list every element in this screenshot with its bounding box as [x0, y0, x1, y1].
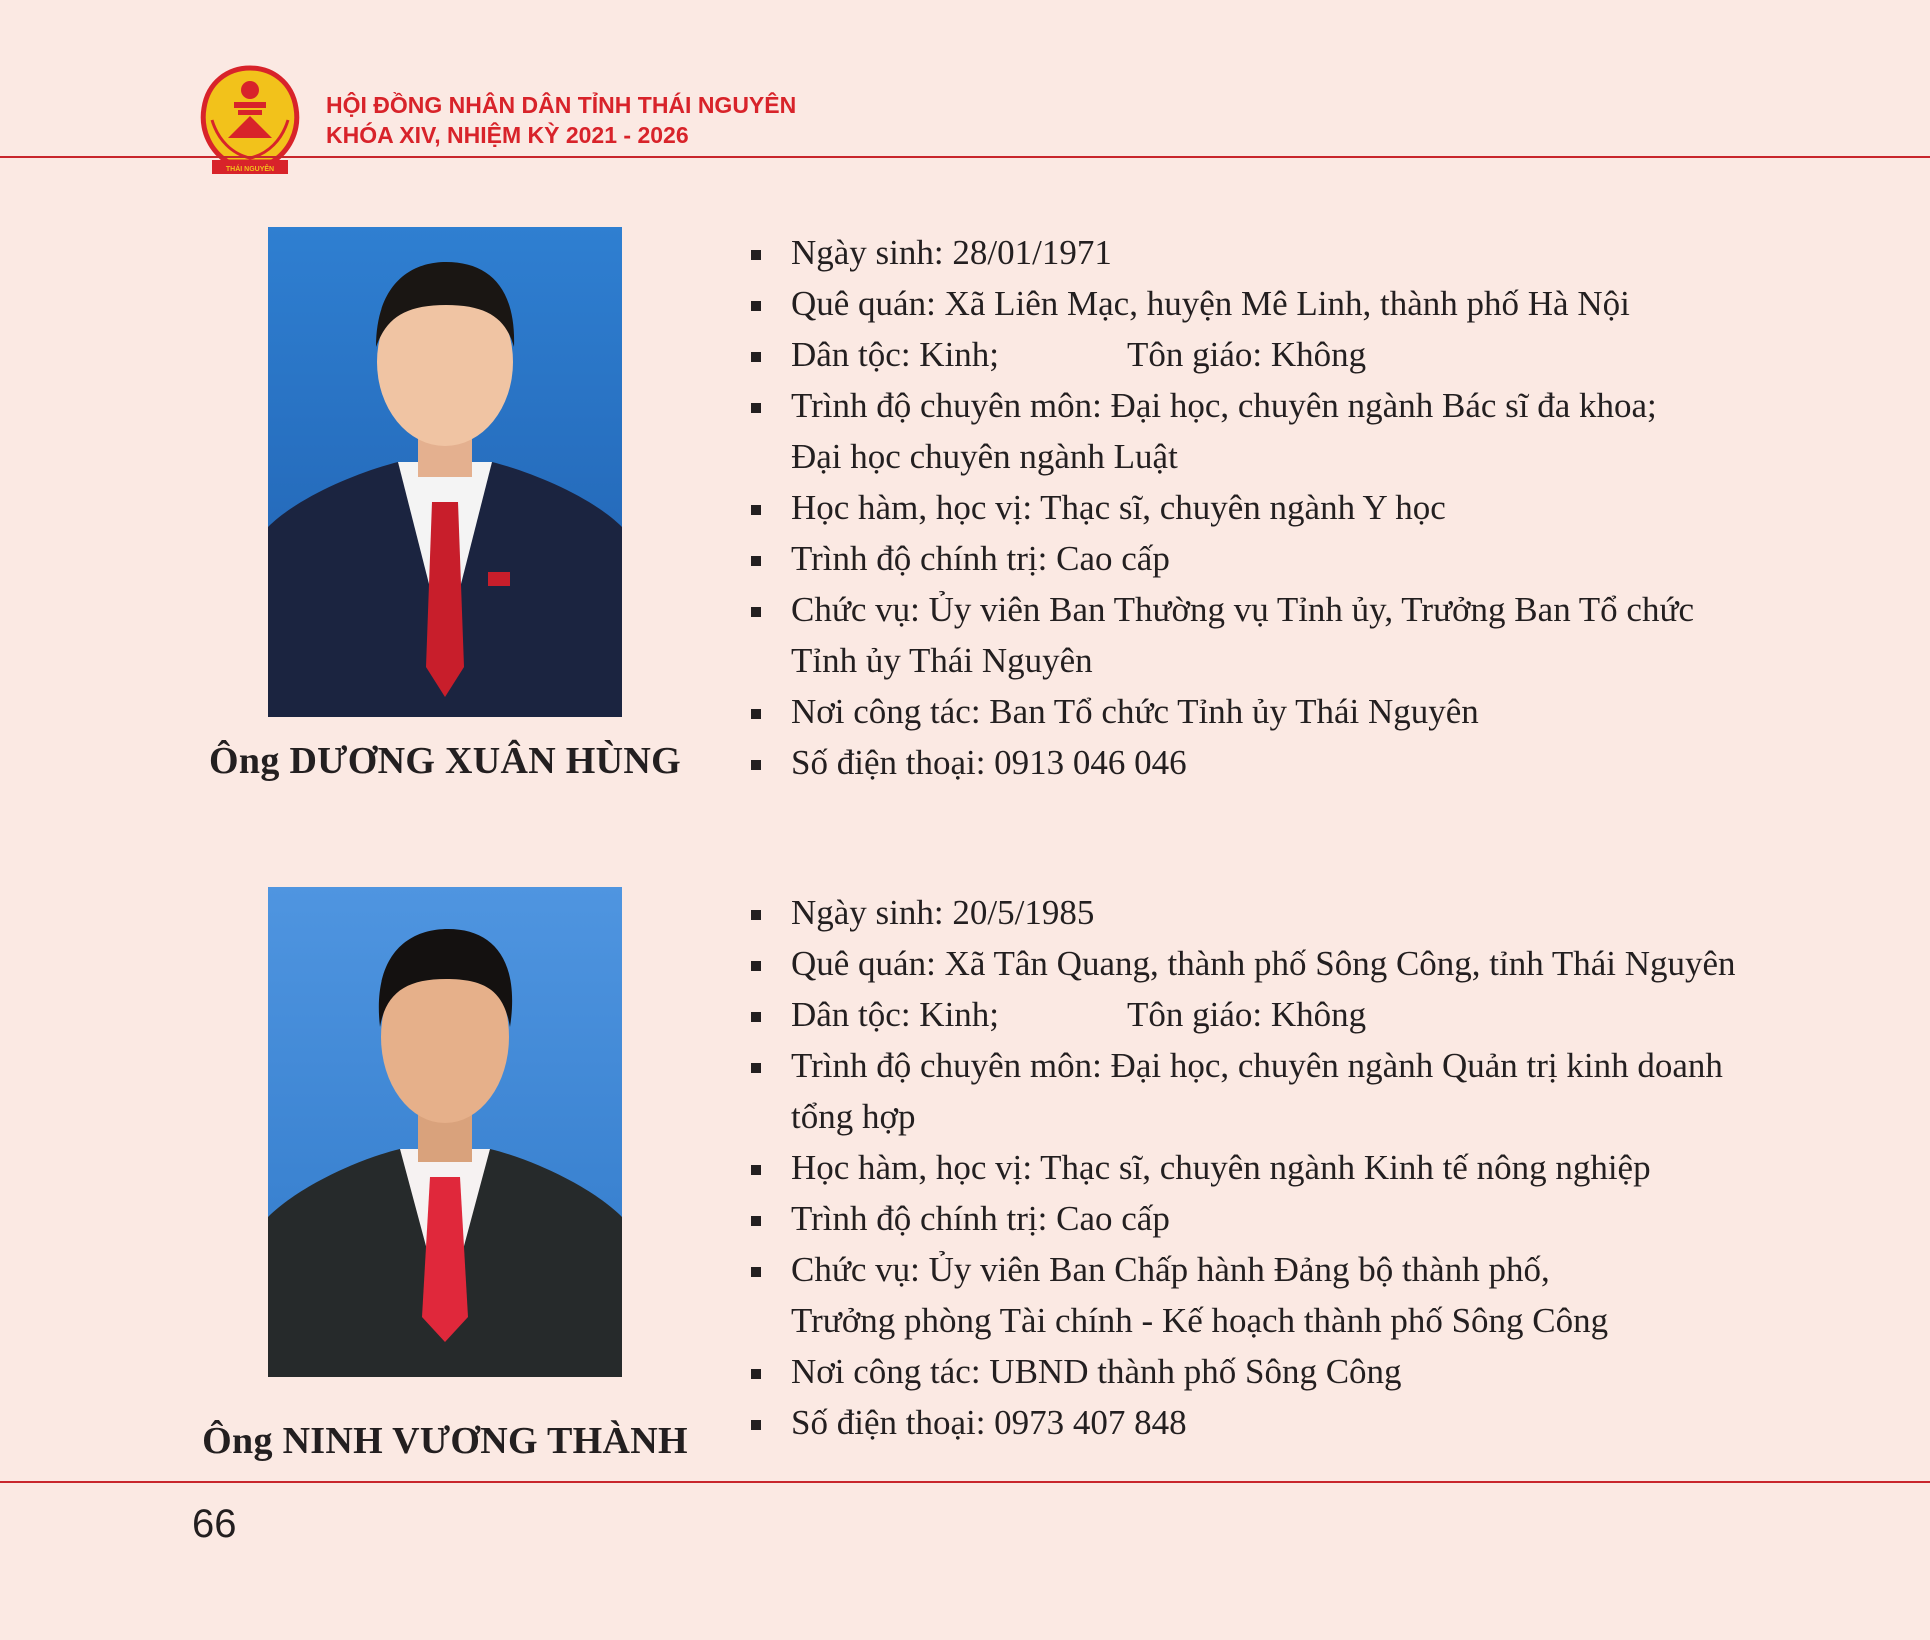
detail-phone: Số điện thoại: 0913 046 046 — [745, 737, 1885, 788]
detail-degree: Học hàm, học vị: Thạc sĩ, chuyên ngành Kinh tế nông nghiệp — [745, 1142, 1885, 1193]
page-number: 66 — [192, 1502, 237, 1546]
profile-name: Ông DƯƠNG XUÂN HÙNG — [209, 740, 681, 782]
detail-position-line2: Tỉnh ủy Thái Nguyên — [791, 641, 1093, 680]
header-title — [326, 90, 796, 150]
detail-workplace: Nơi công tác: UBND thành phố Sông Công — [745, 1346, 1885, 1397]
detail-workplace: Nơi công tác: Ban Tổ chức Tỉnh ủy Thái Nguyên — [745, 686, 1885, 737]
profile-details-list — [745, 887, 1885, 1448]
portrait-photo-2 — [268, 887, 622, 1377]
detail-dob: Ngày sinh: 28/01/1971 — [745, 227, 1885, 278]
profile-name: Ông NINH VƯƠNG THÀNH — [202, 1420, 688, 1462]
detail-education-line2: Đại học chuyên ngành Luật — [791, 437, 1178, 476]
detail-ethnicity: Dân tộc: Kinh; — [791, 335, 1000, 374]
emblem-banner-text: THÁI NGUYÊN — [225, 166, 275, 173]
detail-phone: Số điện thoại: 0973 407 848 — [745, 1397, 1885, 1448]
detail-dob: Ngày sinh: 20/5/1985 — [745, 887, 1885, 938]
detail-education — [745, 380, 1885, 482]
detail-religion: Tôn giáo: Không — [1127, 995, 1367, 1034]
detail-degree: Học hàm, học vị: Thạc sĩ, chuyên ngành Y học — [745, 482, 1885, 533]
detail-education-line1: Trình độ chuyên môn: Đại học, chuyên ngành Quản trị kinh doanh — [791, 1046, 1723, 1085]
detail-education — [745, 1040, 1885, 1142]
detail-position — [745, 1244, 1885, 1346]
header-title-line1: HỘI ĐỒNG NHÂN DÂN TỈNH THÁI NGUYÊN — [326, 92, 797, 118]
detail-political: Trình độ chính trị: Cao cấp — [745, 1193, 1885, 1244]
detail-hometown: Quê quán: Xã Tân Quang, thành phố Sông Công, tỉnh Thái Nguyên — [745, 938, 1885, 989]
footer-divider — [0, 1481, 1930, 1483]
detail-position-line1: Chức vụ: Ủy viên Ban Thường vụ Tỉnh ủy, Trưởng Ban Tổ chức — [791, 590, 1694, 629]
detail-education-line2: tổng hợp — [791, 1097, 916, 1136]
detail-education-line1: Trình độ chuyên môn: Đại học, chuyên ngành Bác sĩ đa khoa; — [791, 386, 1657, 425]
council-emblem-icon — [198, 60, 302, 178]
page-header — [0, 0, 1930, 173]
detail-ethnicity: Dân tộc: Kinh; — [791, 995, 1000, 1034]
detail-hometown: Quê quán: Xã Liên Mạc, huyện Mê Linh, thành phố Hà Nội — [745, 278, 1885, 329]
detail-ethnicity-religion — [745, 989, 1885, 1040]
detail-ethnicity-religion — [745, 329, 1885, 380]
detail-position-line2: Trưởng phòng Tài chính - Kế hoạch thành phố Sông Công — [791, 1301, 1609, 1340]
portrait-photo-1 — [268, 227, 622, 717]
profile-details-list — [745, 227, 1885, 788]
header-title-line2: KHÓA XIV, NHIỆM KỲ 2021 - 2026 — [326, 122, 689, 148]
detail-political: Trình độ chính trị: Cao cấp — [745, 533, 1885, 584]
detail-position — [745, 584, 1885, 686]
header-divider — [0, 156, 1930, 158]
detail-position-line1: Chức vụ: Ủy viên Ban Chấp hành Đảng bộ thành phố, — [791, 1250, 1550, 1289]
detail-religion: Tôn giáo: Không — [1127, 335, 1367, 374]
